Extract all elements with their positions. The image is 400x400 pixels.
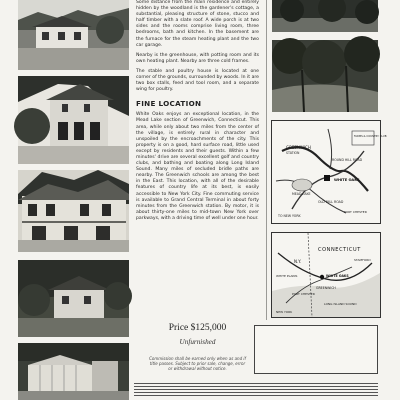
map1-label-to-new-york: TO NEW YORK [278,214,301,218]
column-divider [266,0,267,320]
paragraph-greenhouse: Nearby is the greenhouse, with potting room and its own heating plant. Nearby are three cold frames. [136,52,259,64]
map2-label-white-oaks: WHITE OAKS [326,274,349,278]
paragraph-location: White Oaks enjoys an exceptional location, in the Mead Lake section of Greenwich, Connecticut. This area, while only about two miles from the center of the village, is entirely rural in character and unspoiled by the encroachments of the city. This property is on a good, hard surface road, little used except by residents and their guests. Within a few minutes' drive are several excellent golf and country clubs, and bathing and boating along Long Island Sound. Many miles of secluded bridle paths are nearby. The Greenwich schools are among the best in the East. This location, with all of the desirable features of country life at its best, is easily accessible to New York City. Fine commuting service is available to Grand Central Terminal in about forty minutes from the Greenwich station. By motor, it is about thirty-one miles to mid-town New York over parkways, with a driving time of well under one hour. [136,112,259,221]
rule-line [134,386,378,387]
photo-cottage-exterior [18,0,129,70]
map2-label-white-plains: WHITE PLAINS [276,274,298,278]
rule-line [134,389,378,390]
map1-label-port-chester: PORT CHESTER [344,210,367,214]
map2-label-port-chester: PORT CHESTER [292,292,315,296]
photo-stable-in-woods [18,260,129,337]
photo-wooded-grounds [272,40,378,112]
map2-label-stamford: STAMFORD [354,258,371,262]
map2-label-greenwich: GREENWICH [316,286,336,290]
empty-box [254,325,378,374]
local-area-map [271,120,387,224]
map2-label-new-york: NEW YORK [276,310,293,314]
photo-porch-house [18,76,129,164]
map1-label-round-hill-road: ROUND HILL ROAD [332,158,363,162]
map1-label-station: STATION [286,151,300,155]
paragraph-stable: The stable and poultry house is located at one corner of the grounds, surrounded by woods. In it are two box stalls, feed and tool room, and a separate wing for poultry. [136,68,259,93]
map1-label-country-club: FARMS & COUNTRY CLUB [354,135,387,138]
bottom-rules [134,383,378,398]
photo-greenhouse [18,343,129,400]
map1-label-mead-lake: MEAD LAKE [292,192,311,196]
map2-label-ny: N.Y. [294,259,302,264]
price-label: Price $125,000 [168,323,227,333]
section-heading: FINE LOCATION [136,99,202,109]
map2-label-connecticut: CONNECTICUT [318,247,361,253]
rule-line [134,395,378,396]
paragraph-cottage: Some distance from the main residence and entirely hidden by the woodland is the gardener's cottage, a substantial, pleasing structure of stone, stucco and half timber with a slate roof. A wide porch is at two sides and the rooms comprise living room, three bedrooms, bath and kitchen. In the basement are the furnace for the steam heating plant and the two car garage. [136,0,259,48]
unfurnished-label: Unfurnished [179,338,216,346]
rule-line [134,383,378,384]
map1-label-white-oaks: WHITE OAKS [334,178,360,182]
map2-label-long-island-sound: LONG ISLAND SOUND [324,302,357,306]
map1-label-greenwich: GREENWICH [286,145,311,150]
regional-map [271,232,381,318]
rule-line [134,392,378,393]
map1-label-old-mill-road: OLD MILL ROAD [318,200,344,204]
fine-print: Commission shall be earned only when as and if title passes. Subject to prior sale, change, error or withdrawal without notice. [149,356,246,372]
photo-woodland-water [272,0,378,32]
photo-stone-half-timber-house [18,170,129,252]
